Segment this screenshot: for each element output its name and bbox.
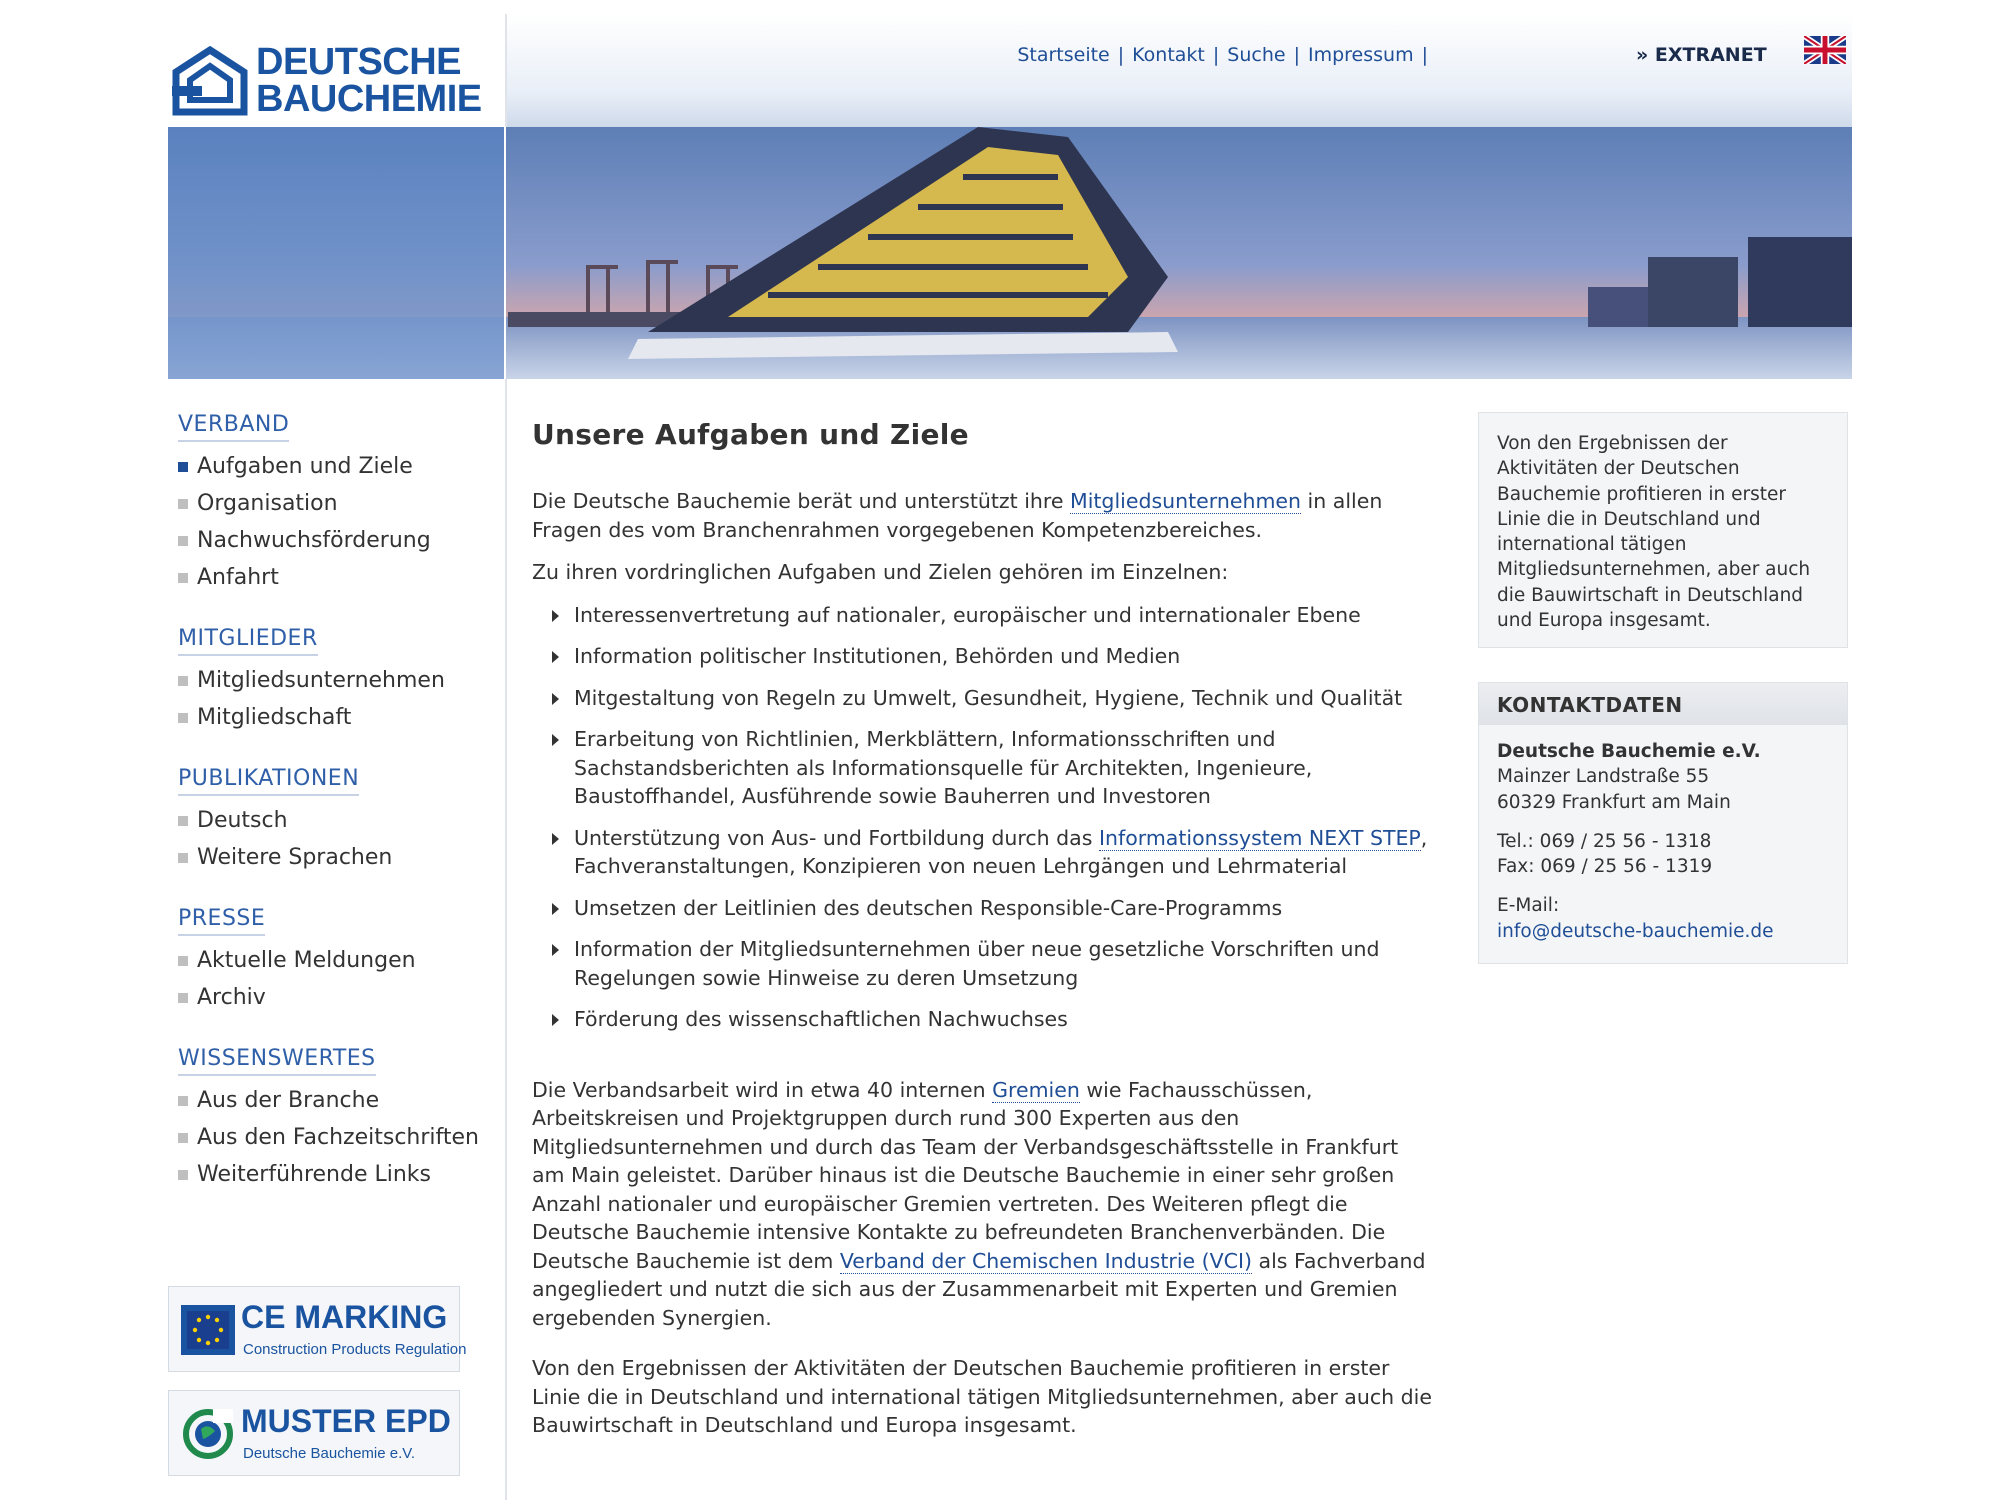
sidebar-item-links[interactable] <box>178 1156 498 1193</box>
sidebar-item-mitgliedschaft[interactable] <box>178 699 498 736</box>
uk-flag-icon[interactable] <box>1804 36 1846 64</box>
sidebar-section-wissenswertes <box>178 1046 498 1193</box>
sidebar-item-aufgaben[interactable] <box>178 448 498 485</box>
header-gradient <box>507 14 1852 128</box>
sidebar-item-label: Aufgaben und Ziele <box>197 454 413 479</box>
sidebar-item-label: Weiterführende Links <box>197 1162 431 1187</box>
sidebar-item-label: Aus den Fachzeitschriften <box>197 1125 479 1150</box>
sidebar-item-branche[interactable] <box>178 1082 498 1119</box>
sidebar-section-presse <box>178 906 498 1016</box>
contact-org: Deutsche Bauchemie e.V. <box>1497 741 1761 762</box>
sidebar-section-title[interactable]: PRESSE <box>178 906 265 936</box>
square-bullet-icon <box>178 956 188 966</box>
list-item: Interessenvertretung auf nationaler, europäischer und internationaler Ebene <box>552 601 1432 630</box>
goals-list <box>552 601 1432 1034</box>
sidebar-item-label: Aus der Branche <box>197 1088 380 1113</box>
list-item: Erarbeitung von Richtlinien, Merkblättern, Informationsschriften und Sachstandsberichten als Informationsquelle für Architekten, Ingenieure, Baustoffhandel, Ausführende sowie Bauherren und Investoren <box>552 725 1432 811</box>
sidebar-navigation <box>178 412 498 1223</box>
sidebar-section-title[interactable]: WISSENSWERTES <box>178 1046 376 1076</box>
header-banner-image <box>168 127 1852 379</box>
sidebar-item-label: Weitere Sprachen <box>197 845 393 870</box>
sidebar-item-label: Aktuelle Meldungen <box>197 948 416 973</box>
muster-epd-banner[interactable] <box>168 1390 460 1476</box>
contact-fax: Fax: 069 / 25 56 - 1319 <box>1497 856 1713 878</box>
contact-city: 60329 Frankfurt am Main <box>1497 791 1731 813</box>
contact-box <box>1478 682 1848 964</box>
house-logo-icon <box>172 46 248 116</box>
square-bullet-icon <box>178 499 188 509</box>
top-navigation: Startseite | Kontakt | Suche | Impressum | <box>1017 44 1428 66</box>
contact-email-label: E-Mail: <box>1497 895 1560 917</box>
square-bullet-icon <box>178 993 188 1003</box>
square-bullet-icon <box>178 1133 188 1143</box>
contact-email-link[interactable]: info@deutsche-bauchemie.de <box>1497 920 1774 942</box>
vci-link[interactable]: Verband der Chemischen Industrie (VCI) <box>839 1248 1253 1273</box>
gremien-link[interactable]: Gremien <box>992 1077 1080 1102</box>
square-bullet-icon <box>178 1096 188 1106</box>
contact-street: Mainzer Landstraße 55 <box>1497 766 1710 788</box>
sidebar-item-organisation[interactable] <box>178 485 498 522</box>
sidebar-item-label: Nachwuchsförderung <box>197 528 431 553</box>
list-item: Umsetzen der Leitlinien des deutschen Responsible-Care-Programms <box>552 894 1432 923</box>
sidebar-item-mitgliedsunternehmen[interactable] <box>178 662 498 699</box>
sidebar-section-title[interactable]: PUBLIKATIONEN <box>178 766 359 796</box>
intro-paragraph: Die Deutsche Bauchemie berät und unterstützt ihre Mitgliedsunternehmen in allen Fragen des vom Branchenrahmen vorgegebenen Kompetenzbereiches. <box>532 489 1383 542</box>
harbour-building-illustration <box>168 127 1852 379</box>
logo-line-2: BAUCHEMIE <box>256 78 482 120</box>
sidebar-item-label: Anfahrt <box>197 565 279 590</box>
square-bullet-icon <box>178 536 188 546</box>
sidebar-item-label: Deutsch <box>197 808 288 833</box>
contact-title: KONTAKTDATEN <box>1479 683 1847 725</box>
square-bullet-icon <box>178 676 188 686</box>
sidebar-item-anfahrt[interactable] <box>178 559 498 596</box>
square-bullet-icon <box>178 853 188 863</box>
square-bullet-icon <box>178 816 188 826</box>
extranet-link[interactable]: » EXTRANET <box>1636 44 1767 66</box>
page-title: Unsere Aufgaben und Ziele <box>532 418 969 451</box>
topnav-kontakt[interactable]: Kontakt <box>1132 44 1205 66</box>
site-logo[interactable] <box>172 41 492 122</box>
square-bullet-icon <box>178 713 188 723</box>
list-item: Information politischer Institutionen, Behörden und Medien <box>552 642 1432 671</box>
ce-marking-banner[interactable] <box>168 1286 467 1372</box>
logo-text <box>256 41 482 120</box>
ergebnisse-paragraph: Von den Ergebnissen der Aktivitäten der Deutschen Bauchemie profitieren in erster Linie die in Deutschland und international tätigen Mitgliedsunternehmen, aber auch die Bauwirtschaft in Deutschland und Europa insgesamt. <box>532 1356 1432 1437</box>
badge-title: MUSTER EPD <box>241 1403 451 1439</box>
logo-line-1: DEUTSCHE <box>256 41 462 83</box>
sidebar-section-title[interactable]: VERBAND <box>178 412 289 442</box>
badge-title: CE MARKING <box>241 1299 448 1335</box>
sidebar-item-fachzeitschriften[interactable] <box>178 1119 498 1156</box>
square-bullet-icon <box>178 1170 188 1180</box>
square-bullet-icon <box>178 573 188 583</box>
sidebar-section-publikationen <box>178 766 498 876</box>
sidebar-section-mitglieder <box>178 626 498 736</box>
sidebar-item-label: Mitgliedsunternehmen <box>197 668 445 693</box>
sidebar-item-deutsch[interactable] <box>178 802 498 839</box>
list-item: Förderung des wissenschaftlichen Nachwuchses <box>552 1005 1432 1034</box>
sidebar-item-nachwuchs[interactable] <box>178 522 498 559</box>
quote-box: Von den Ergebnissen der Aktivitäten der Deutschen Bauchemie profitieren in erster Linie die in Deutschland und international tätigen Mitgliedsunternehmen, aber auch die Bauwirtschaft in Deutschland und Europa insgesamt. <box>1478 412 1848 648</box>
topnav-startseite[interactable]: Startseite <box>1017 44 1110 66</box>
list-intro: Zu ihren vordringlichen Aufgaben und Zielen gehören im Einzelnen: <box>532 560 1229 584</box>
sidebar-item-weitere-sprachen[interactable] <box>178 839 498 876</box>
topnav-suche[interactable]: Suche <box>1227 44 1286 66</box>
sidebar-section-verband <box>178 412 498 596</box>
list-item: Information der Mitgliedsunternehmen über neue gesetzliche Vorschriften und Regelungen sowie Hinweise zu deren Umsetzung <box>552 935 1432 992</box>
eu-flag-icon <box>181 1305 235 1355</box>
sidebar-section-title[interactable]: MITGLIEDER <box>178 626 318 656</box>
topnav-impressum[interactable]: Impressum <box>1307 44 1414 66</box>
globe-recycle-icon <box>179 1407 237 1461</box>
main-content <box>532 418 1432 1454</box>
sidebar-item-label: Archiv <box>197 985 266 1010</box>
sidebar-item-archiv[interactable] <box>178 979 498 1016</box>
list-item: Mitgestaltung von Regeln zu Umwelt, Gesundheit, Hygiene, Technik und Qualität <box>552 684 1432 713</box>
square-bullet-icon <box>178 462 188 472</box>
contact-tel: Tel.: 069 / 25 56 - 1318 <box>1497 830 1712 852</box>
verbandsarbeit-paragraph: Die Verbandsarbeit wird in etwa 40 internen Gremien wie Fachausschüssen, Arbeitskreisen und Projektgruppen durch rund 300 Experten aus den Mitgliedsunternehmen und durch das Team der Verbandsgeschäftsstelle in Frankfurt am Main geleistet. Darüber hinaus ist die Deutsche Bauchemie in einer sehr großen Anzahl nationaler und europäischer Gremien vertreten. Des Weiteren pflegt die Deutsche Bauchemie intensive Kontakte zu befreundeten Branchenverbänden. Die Deutsche Bauchemie ist dem Verband der Chemischen Industrie (VCI) als Fachverband angegliedert und nutzt die sich aus der Zusammenarbeit mit Experten und Gremien ergebenden Synergien. <box>532 1077 1426 1330</box>
sidebar-item-label: Organisation <box>197 491 338 516</box>
next-step-link[interactable]: Informationssystem NEXT STEP <box>1098 825 1421 850</box>
sidebar-item-aktuelle-meldungen[interactable] <box>178 942 498 979</box>
sidebar-item-label: Mitgliedschaft <box>197 705 352 730</box>
badge-subtitle: Construction Products Regulation <box>243 1341 467 1358</box>
mitgliedsunternehmen-link[interactable]: Mitgliedsunternehmen <box>1070 489 1302 513</box>
badge-subtitle: Deutsche Bauchemie e.V. <box>243 1445 416 1462</box>
list-item: Unterstützung von Aus- und Fortbildung durch das Informationssystem NEXT STEP, Fachveranstaltungen, Konzipieren von neuen Lehrgängen und Lehrmaterial <box>552 824 1432 881</box>
